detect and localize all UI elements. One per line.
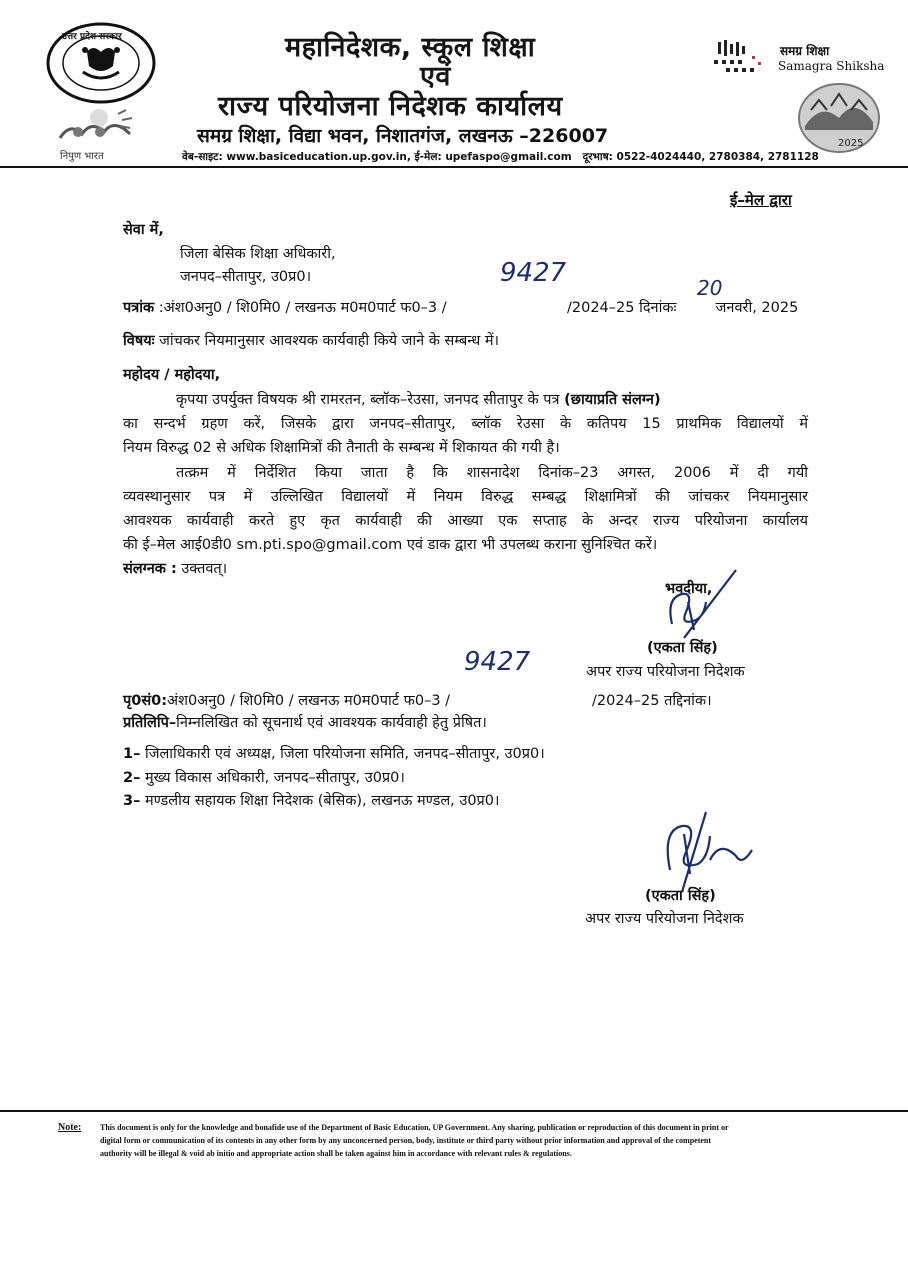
subject-label: विषयः [123, 333, 155, 349]
reference-text: :अंश0अनु0 / शि0मि0 / लखनऊ म0म0पार्ट फ0–3 / [158, 300, 447, 316]
delivery-mode: ई–मेल द्वारा [730, 191, 792, 209]
subject-line [123, 330, 499, 350]
website-link[interactable]: www.basiceducation.up.gov.in, [226, 151, 411, 163]
handwritten-dispatch-number: 9427 [500, 258, 567, 288]
note-label: Note: [58, 1122, 82, 1133]
signatory-title-2: अपर राज्य परियोजना निदेशक [585, 911, 744, 927]
note-line2: digital form or communication of its contents in any other form by any unconcerned person, body, institute or third party without prior information and approval of the competent [100, 1136, 712, 1145]
para2-line2: व्यवस्थानुसार पत्र में उल्लिखित विद्यालयों में नियम विरुद्ध सम्बद्ध शिक्षामित्रों की जांचकर नियमानुसार [123, 489, 808, 505]
samagra-shiksha-hindi: समग्र शिक्षा [780, 44, 830, 58]
copy-reference-label: पृ0सं0: [123, 693, 168, 709]
reference-line [123, 297, 447, 317]
to-label: सेवा में, [123, 222, 164, 238]
up-government-emblem-text: उत्तर प्रदेश सरकार [62, 32, 122, 42]
phone-numbers: 0522-4024440, 2780384, 2781128 [616, 151, 819, 163]
salutation: महोदय / महोदया, [123, 367, 221, 383]
signatory-name-1: (एकता सिंह) [647, 640, 718, 656]
reference-year: /2024–25 दिनांकः [567, 300, 677, 316]
signature-1-icon [640, 566, 780, 644]
cc-recipient-text: मुख्य विकास अधिकारी, जनपद–सीतापुर, उ0प्र0। [144, 770, 405, 786]
recipient-line1: जिला बेसिक शिक्षा अधिकारी, [180, 246, 336, 262]
office-address: समग्र शिक्षा, विद्या भवन, निशातगंज, लखनऊ –226007 [197, 125, 609, 147]
note-line1: This document is only for the knowledge and bonafide use of the Department of Basic Education, UP Government. Any sharing, publication or reproduction of this document in print or [100, 1123, 729, 1132]
signatory-name-2: (एकता सिंह) [645, 888, 716, 904]
cc-recipient-number: 3– [123, 793, 141, 809]
closing: भवदीया, [665, 581, 713, 597]
para1-line1 [176, 389, 661, 409]
cc-recipient-text: मण्डलीय सहायक शिक्षा निदेशक (बेसिक), लखनऊ मण्डल, उ0प्र0। [144, 793, 500, 809]
recipient-line2: जनपद–सीतापुर, उ0प्र0। [180, 269, 312, 285]
website-label: वेब-साइट: [182, 151, 223, 163]
samagra-shiksha-english: Samagra Shiksha [778, 59, 885, 73]
enclosure-text: उक्तवत्। [181, 561, 228, 577]
cc-recipient-number: 2– [123, 770, 141, 786]
nipun-bharat-logo-icon [52, 108, 142, 146]
phone-label: दूरभाष: [582, 151, 613, 163]
enclosure-note: (छायाप्रति संलग्न) [564, 392, 661, 408]
right-emblem-year: 2025 [838, 138, 864, 149]
samagra-shiksha-logo-icon [712, 38, 774, 78]
contact-line [182, 150, 819, 164]
note-line3: authority will be illegal & void ab initio and appropriate action shall be taken against him in accordance with relevant rules & regulations. [100, 1149, 572, 1158]
cc-label: प्रतिलिपि– [123, 715, 177, 731]
cc-line [123, 712, 487, 732]
copy-reference-text: अंश0अनु0 / शि0मि0 / लखनऊ म0म0पार्ट फ0–3 / [167, 693, 451, 709]
copy-reference-line [123, 690, 450, 710]
reference-date [567, 297, 798, 317]
copy-reference-year: /2024–25 तद्दिनांक। [592, 693, 712, 709]
cc-text: निम्नलिखित को सूचनार्थ एवं आवश्यक कार्यवाही हेतु प्रेषित। [176, 715, 487, 731]
email-link[interactable]: upefaspo@gmail.com [445, 151, 572, 163]
handwritten-date-day: 20 [697, 276, 723, 300]
enclosure-line [123, 558, 227, 578]
office-title-line2: एवं [420, 61, 451, 92]
signatory-title-1: अपर राज्य परियोजना निदेशक [586, 664, 745, 680]
office-title-line1: महानिदेशक, स्कूल शिक्षा [285, 32, 536, 63]
para1-line2: का सन्दर्भ ग्रहण करें, जिसके द्वारा जनपद–सीतापुर, ब्लॉक रेउसा के कतिपय 15 प्राथमिक विद्यालयों में [123, 416, 808, 432]
handwritten-dispatch-number-2: 9427 [464, 647, 531, 677]
para1-line1-text: कृपया उपर्युक्त विषयक श्री रामरतन, ब्लॉक–रेउसा, जनपद सीतापुर के पत्र [176, 392, 560, 408]
cc-recipient-text: जिलाधिकारी एवं अध्यक्ष, जिला परियोजना समिति, जनपद–सीतापुर, उ0प्र0। [144, 746, 545, 762]
subject-text: जांचकर नियमानुसार आवश्यक कार्यवाही किये जाने के सम्बन्ध में। [159, 333, 500, 349]
cc-recipient [123, 767, 405, 787]
para1-line3: नियम विरुद्ध 02 से अधिक शिक्षामित्रों की तैनाती के सम्बन्ध में शिकायत की गयी है। [123, 440, 560, 456]
cc-recipient [123, 743, 545, 763]
office-title-line3: राज्य परियोजना निदेशक कार्यालय [218, 91, 563, 122]
reference-label: पत्रांक [123, 300, 155, 316]
para2-line1: तत्क्रम में निर्देशित किया जाता है कि शासनादेश दिनांक–23 अगस्त, 2006 में दी गयी [176, 465, 808, 481]
enclosure-label: संलग्नक : [123, 561, 177, 577]
cc-recipient [123, 790, 500, 810]
para2-line4: की ई–मेल आई0डी0 sm.pti.spo@gmail.com एवं डाक द्वारा भी उपलब्ध कराना सुनिश्चित करें। [123, 537, 658, 553]
footer-divider [0, 1110, 908, 1112]
nipun-bharat-label: निपुण भारत [60, 151, 104, 162]
reference-month-year: जनवरी, 2025 [715, 300, 799, 316]
email-label: ई-मेल: [414, 151, 442, 163]
header-divider [0, 166, 908, 168]
cc-recipient-number: 1– [123, 746, 141, 762]
para2-line3: आवश्यक कार्यवाही करते हुए कृत कार्यवाही की आख्या एक सप्ताह के अन्दर राज्य परियोजना कार्यालय [123, 513, 808, 529]
